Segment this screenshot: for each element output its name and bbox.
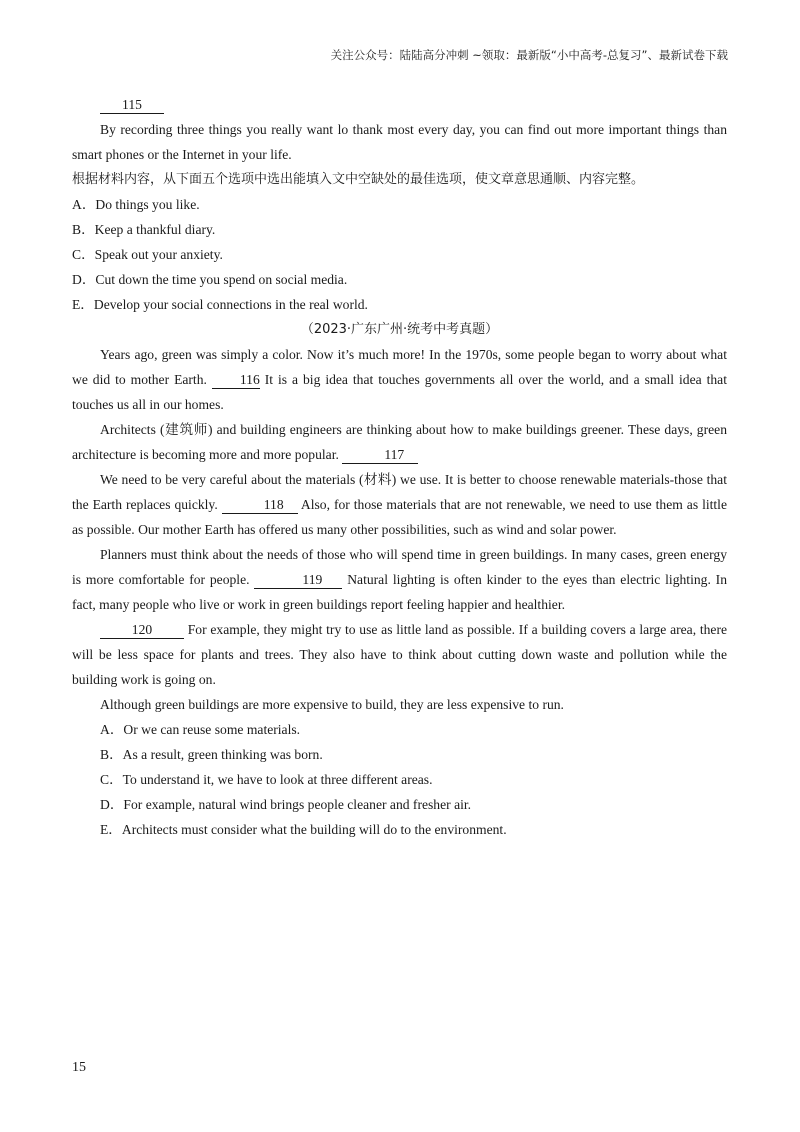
blank-116: 116: [212, 372, 260, 389]
page-number: 15: [72, 1060, 86, 1075]
option-b: B．As a result, green thinking was born.: [100, 747, 323, 762]
blank-117: 117: [342, 447, 418, 464]
blank-115: 115: [100, 97, 164, 114]
paragraph-text: We need to be very careful about the materials (材料) we use. It is better to choose renewable materials-those that the Earth replaces quickly.: [72, 472, 727, 512]
paragraph-text: Natural lighting is often kinder to the eyes than electric lighting. In fact, many people who live or work in green buildings report feeling happier and healthier.: [72, 572, 728, 612]
paragraph: [72, 617, 727, 692]
blank-120: 120: [100, 622, 184, 639]
option-c: C．Speak out your anxiety.: [72, 247, 223, 262]
paragraph: [72, 467, 727, 542]
paragraph-text: Planners must think about the needs of those who will spend time in green buildings. In many cases, green energy is more comfortable for people.: [72, 547, 727, 587]
option-a: A．Or we can reuse some materials.: [100, 722, 301, 737]
option-e: E．Develop your social connections in the real world.: [72, 297, 368, 312]
paragraph: By recording three things you really want lo thank most every day, you can find out more important things than smart phones or the Internet in your life.: [72, 122, 727, 162]
blank-118: 118: [222, 497, 298, 514]
paragraph-text: Also, for those materials that are not renewable, we need to use them as little as possible. Our mother Earth has offered us many other possibilities, such as wind and solar power.: [72, 497, 727, 537]
paragraph: Although green buildings are more expensive to build, they are less expensive to run.: [100, 697, 564, 712]
option-a: A．Do things you like.: [72, 197, 200, 212]
option-e: E．Architects must consider what the building will do to the environment.: [100, 822, 507, 837]
instruction: 根据材料内容，从下面五个选项中选出能填入文中空缺处的最佳选项，使文章意思通顺、内容完整。: [72, 172, 645, 187]
blank-115-line: [72, 92, 727, 117]
paragraph: [72, 342, 727, 417]
option-d: D．Cut down the time you spend on social media.: [72, 272, 348, 287]
option-b: B．Keep a thankful diary.: [72, 222, 216, 237]
paragraph: [72, 417, 727, 467]
paragraph-text: For example, they might try to use as little land as possible. If a building covers a large area, there will be less space for plants and trees. They also have to think about cutting down waste and pollution while the building work is going on.: [72, 622, 727, 687]
source-label: （2023·广东广州·统考中考真题）: [300, 322, 499, 337]
option-c: C．To understand it, we have to look at three different areas.: [100, 772, 433, 787]
paragraph-text: It is a big idea that touches governments all over the world, and a small idea that touches us all in our homes.: [72, 372, 727, 412]
paragraph-text: Years ago, green was simply a color. Now it’s much more! In the 1970s, some people began to worry about what we did to mother Earth.: [72, 347, 727, 387]
document-body: [72, 92, 727, 842]
page-header: 关注公众号：陆陆高分冲刺 ~领取：最新版“小中高考-总复习”、最新试卷下载: [330, 48, 728, 62]
option-d: D．For example, natural wind brings people cleaner and fresher air.: [100, 797, 472, 812]
blank-119: 119: [254, 572, 342, 589]
paragraph: [72, 542, 727, 617]
paragraph-text: Architects (建筑师) and building engineers are thinking about how to make buildings greener. These days, green architecture is becoming more and more popular.: [72, 422, 727, 462]
